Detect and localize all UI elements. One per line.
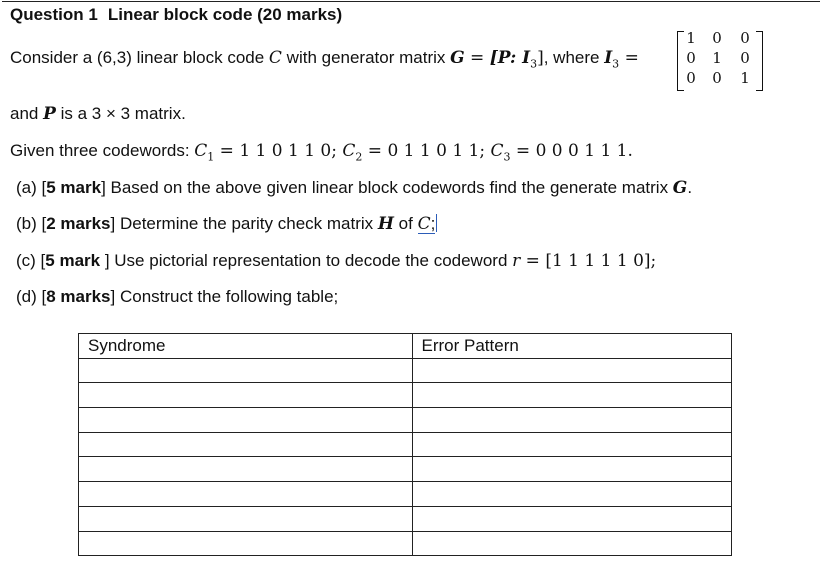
- intro-line: [10, 48, 639, 70]
- matrix-cell: 1: [686, 29, 696, 47]
- part-a: [16, 178, 692, 198]
- part-c-symbol: r: [512, 251, 521, 271]
- codeword-3-value: = 0 0 0 1 1 1.: [510, 141, 633, 161]
- matrix-cell: 1: [740, 69, 750, 87]
- intro-text-mid: with generator matrix: [281, 48, 451, 67]
- generator-symbol: G: [450, 48, 465, 68]
- p-description: is a 3 × 3 matrix.: [55, 104, 186, 123]
- identity-matrix: [677, 29, 763, 91]
- part-b-of: of: [393, 214, 418, 233]
- top-rule: [2, 1, 820, 2]
- and-text: and: [10, 104, 44, 123]
- code-symbol: C: [268, 48, 282, 68]
- table-row: [79, 531, 732, 556]
- syndrome-cell[interactable]: [79, 358, 413, 383]
- part-a-open: (a) [: [16, 178, 47, 197]
- error-pattern-cell[interactable]: [412, 358, 732, 383]
- part-a-end: .: [687, 178, 693, 197]
- part-b-end: ;: [430, 214, 436, 233]
- codeword-3-symbol: C: [490, 141, 504, 161]
- part-c-open: (c) [: [16, 251, 46, 270]
- matrix-cell: 0: [712, 69, 722, 87]
- error-pattern-cell[interactable]: [412, 383, 732, 408]
- generator-definition: [P: I: [489, 48, 531, 68]
- part-a-text: ] Based on the above given linear block codewords find the generate matrix: [101, 178, 673, 197]
- syndrome-cell[interactable]: [79, 457, 413, 482]
- generator-def-close: ]: [537, 48, 544, 68]
- table-body: [79, 358, 732, 556]
- part-b: [16, 214, 437, 234]
- part-d-open: (d) [: [16, 287, 47, 306]
- matrix-cell: 1: [712, 49, 722, 67]
- part-d-marks: 8 marks: [46, 287, 111, 306]
- matrix-cell: 0: [740, 29, 750, 47]
- error-pattern-cell[interactable]: [412, 482, 732, 507]
- part-b-open: (b) [: [16, 214, 47, 233]
- identity-subscript: 3: [612, 57, 620, 71]
- part-a-symbol: G: [672, 178, 688, 198]
- table-header-row: [79, 334, 732, 359]
- table-row: [79, 506, 732, 531]
- part-c-marks: 5 mark: [45, 251, 101, 270]
- codeword-1-symbol: C: [194, 141, 208, 161]
- codeword-3-subscript: 3: [503, 150, 511, 164]
- identity-symbol: I: [604, 48, 613, 68]
- part-a-marks: 5 mark: [46, 178, 102, 197]
- error-pattern-cell[interactable]: [412, 457, 732, 482]
- table-row: [79, 383, 732, 408]
- codeword-2-symbol: C: [342, 141, 356, 161]
- question-heading: [10, 5, 342, 25]
- part-b-code: C: [417, 214, 431, 234]
- syndrome-cell[interactable]: [79, 408, 413, 433]
- error-pattern-cell[interactable]: [412, 432, 732, 457]
- error-pattern-cell[interactable]: [412, 408, 732, 433]
- error-pattern-cell[interactable]: [412, 531, 732, 556]
- error-pattern-cell[interactable]: [412, 506, 732, 531]
- table-row: [79, 408, 732, 433]
- syndrome-header: Syndrome: [79, 334, 413, 359]
- matrix-cell: 0: [740, 49, 750, 67]
- matrix-cell: 0: [686, 69, 696, 87]
- codeword-1-subscript: 1: [207, 150, 215, 164]
- codewords-prefix: Given three codewords:: [10, 141, 195, 160]
- equals-sign: =: [464, 48, 490, 68]
- syndrome-table: [78, 333, 732, 556]
- part-b-code-highlight: [418, 214, 436, 234]
- generator-def-subscript: 3: [530, 57, 538, 71]
- table-row: [79, 358, 732, 383]
- intro-text: Consider a (6,3) linear block code: [10, 48, 269, 67]
- part-d-text: ] Construct the following table;: [110, 287, 339, 306]
- matrix-right-bracket: [756, 31, 763, 91]
- codeword-1-value: = 1 1 0 1 1 0;: [214, 141, 343, 161]
- part-c: [16, 251, 656, 271]
- syndrome-cell[interactable]: [79, 383, 413, 408]
- question-label: Question 1: [10, 5, 98, 24]
- part-b-text: ] Determine the parity check matrix: [110, 214, 378, 233]
- syndrome-cell[interactable]: [79, 482, 413, 507]
- part-d: [16, 287, 338, 307]
- syndrome-cell[interactable]: [79, 432, 413, 457]
- part-c-text: ] Use pictorial representation to decode the codeword: [100, 251, 513, 270]
- table-row: [79, 432, 732, 457]
- matrix-cell: 0: [712, 29, 722, 47]
- error-pattern-header: Error Pattern: [412, 334, 732, 359]
- p-matrix-line: [10, 104, 186, 124]
- codewords-line: [10, 141, 633, 163]
- part-b-symbol: H: [377, 214, 394, 234]
- text-cursor: [436, 214, 437, 232]
- syndrome-cell[interactable]: [79, 506, 413, 531]
- part-b-marks: 2 marks: [46, 214, 111, 233]
- identity-equals: =: [619, 48, 639, 68]
- table-row: [79, 457, 732, 482]
- syndrome-cell[interactable]: [79, 531, 413, 556]
- table-row: [79, 482, 732, 507]
- codeword-2-subscript: 2: [355, 150, 363, 164]
- matrix-cell: 0: [686, 49, 696, 67]
- where-text: , where: [543, 48, 605, 67]
- p-symbol: P: [43, 104, 56, 124]
- codeword-2-value: = 0 1 1 0 1 1;: [362, 141, 491, 161]
- part-c-value: = [1 1 1 1 1 0];: [520, 251, 657, 271]
- question-title: Linear block code (20 marks): [107, 5, 343, 24]
